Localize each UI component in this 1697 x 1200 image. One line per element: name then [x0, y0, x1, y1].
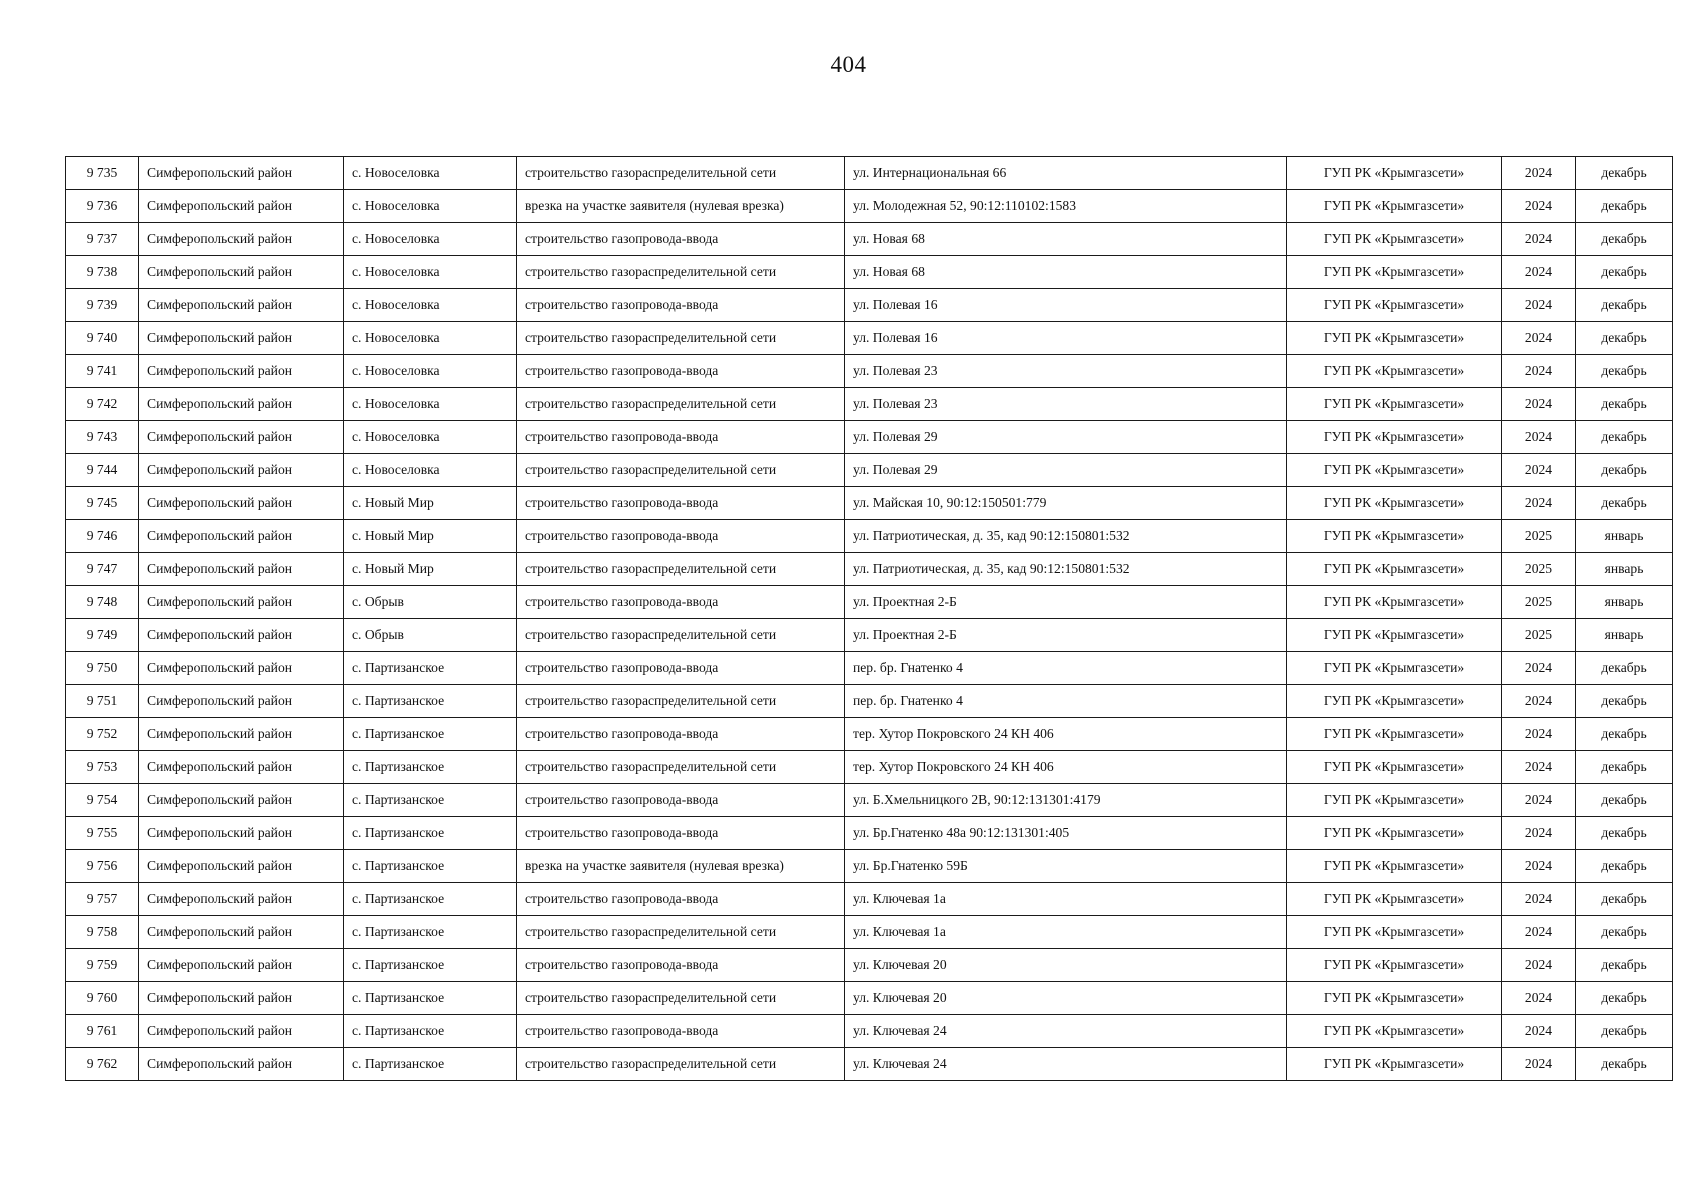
year-cell: 2024: [1502, 982, 1576, 1015]
address-cell: ул. Б.Хмельницкого 2В, 90:12:131301:4179: [845, 784, 1287, 817]
row-number-cell: 9 756: [66, 850, 139, 883]
row-number-cell: 9 762: [66, 1048, 139, 1081]
organization-cell: ГУП РК «Крымгазсети»: [1287, 949, 1502, 982]
year-cell: 2024: [1502, 1015, 1576, 1048]
table-row: [66, 487, 1673, 520]
row-number-cell: 9 755: [66, 817, 139, 850]
address-cell: ул. Ключевая 20: [845, 949, 1287, 982]
register-body: [66, 157, 1673, 1081]
district-cell: Симферопольский район: [139, 685, 344, 718]
settlement-cell: с. Партизанское: [344, 1015, 517, 1048]
organization-cell: ГУП РК «Крымгазсети»: [1287, 355, 1502, 388]
settlement-cell: с. Партизанское: [344, 982, 517, 1015]
month-cell: январь: [1576, 619, 1673, 652]
work-type-cell: строительство газопровода-ввода: [517, 586, 845, 619]
work-type-cell: строительство газопровода-ввода: [517, 487, 845, 520]
address-cell: ул. Патриотическая, д. 35, кад 90:12:150801:532: [845, 520, 1287, 553]
district-cell: Симферопольский район: [139, 619, 344, 652]
address-cell: ул. Полевая 29: [845, 454, 1287, 487]
year-cell: 2024: [1502, 190, 1576, 223]
settlement-cell: с. Обрыв: [344, 619, 517, 652]
district-cell: Симферопольский район: [139, 454, 344, 487]
address-cell: ул. Новая 68: [845, 223, 1287, 256]
work-type-cell: строительство газопровода-ввода: [517, 355, 845, 388]
district-cell: Симферопольский район: [139, 982, 344, 1015]
district-cell: Симферопольский район: [139, 256, 344, 289]
page-number: 404: [830, 52, 867, 77]
row-number-cell: 9 745: [66, 487, 139, 520]
row-number-cell: 9 742: [66, 388, 139, 421]
work-type-cell: строительство газораспределительной сети: [517, 157, 845, 190]
settlement-cell: с. Партизанское: [344, 1048, 517, 1081]
organization-cell: ГУП РК «Крымгазсети»: [1287, 454, 1502, 487]
work-type-cell: строительство газораспределительной сети: [517, 916, 845, 949]
year-cell: 2024: [1502, 949, 1576, 982]
row-number-cell: 9 753: [66, 751, 139, 784]
district-cell: Симферопольский район: [139, 652, 344, 685]
work-type-cell: строительство газораспределительной сети: [517, 751, 845, 784]
table-row: [66, 256, 1673, 289]
month-cell: декабрь: [1576, 487, 1673, 520]
table-row: [66, 982, 1673, 1015]
year-cell: 2024: [1502, 256, 1576, 289]
month-cell: декабрь: [1576, 1015, 1673, 1048]
work-type-cell: строительство газопровода-ввода: [517, 784, 845, 817]
row-number-cell: 9 750: [66, 652, 139, 685]
year-cell: 2025: [1502, 619, 1576, 652]
organization-cell: ГУП РК «Крымгазсети»: [1287, 553, 1502, 586]
address-cell: ул. Ключевая 24: [845, 1048, 1287, 1081]
address-cell: ул. Новая 68: [845, 256, 1287, 289]
work-type-cell: строительство газораспределительной сети: [517, 388, 845, 421]
organization-cell: ГУП РК «Крымгазсети»: [1287, 520, 1502, 553]
address-cell: пер. бр. Гнатенко 4: [845, 685, 1287, 718]
address-cell: тер. Хутор Покровского 24 КН 406: [845, 751, 1287, 784]
row-number-cell: 9 751: [66, 685, 139, 718]
settlement-cell: с. Новоселовка: [344, 355, 517, 388]
month-cell: декабрь: [1576, 355, 1673, 388]
row-number-cell: 9 758: [66, 916, 139, 949]
table-row: [66, 1015, 1673, 1048]
row-number-cell: 9 754: [66, 784, 139, 817]
month-cell: декабрь: [1576, 916, 1673, 949]
settlement-cell: с. Новоселовка: [344, 454, 517, 487]
address-cell: ул. Полевая 16: [845, 289, 1287, 322]
year-cell: 2025: [1502, 520, 1576, 553]
table-row: [66, 784, 1673, 817]
table-row: [66, 586, 1673, 619]
settlement-cell: с. Новоселовка: [344, 157, 517, 190]
settlement-cell: с. Новоселовка: [344, 322, 517, 355]
month-cell: декабрь: [1576, 850, 1673, 883]
organization-cell: ГУП РК «Крымгазсети»: [1287, 982, 1502, 1015]
settlement-cell: с. Партизанское: [344, 817, 517, 850]
month-cell: январь: [1576, 553, 1673, 586]
month-cell: январь: [1576, 586, 1673, 619]
district-cell: Симферопольский район: [139, 916, 344, 949]
table-row: [66, 421, 1673, 454]
month-cell: декабрь: [1576, 289, 1673, 322]
table-row: [66, 157, 1673, 190]
row-number-cell: 9 737: [66, 223, 139, 256]
district-cell: Симферопольский район: [139, 520, 344, 553]
month-cell: декабрь: [1576, 718, 1673, 751]
table-row: [66, 850, 1673, 883]
work-type-cell: строительство газопровода-ввода: [517, 817, 845, 850]
row-number-cell: 9 747: [66, 553, 139, 586]
row-number-cell: 9 761: [66, 1015, 139, 1048]
month-cell: декабрь: [1576, 652, 1673, 685]
month-cell: январь: [1576, 520, 1673, 553]
organization-cell: ГУП РК «Крымгазсети»: [1287, 289, 1502, 322]
table-row: [66, 718, 1673, 751]
address-cell: ул. Молодежная 52, 90:12:110102:1583: [845, 190, 1287, 223]
organization-cell: ГУП РК «Крымгазсети»: [1287, 751, 1502, 784]
organization-cell: ГУП РК «Крымгазсети»: [1287, 487, 1502, 520]
district-cell: Симферопольский район: [139, 487, 344, 520]
year-cell: 2024: [1502, 817, 1576, 850]
address-cell: ул. Майская 10, 90:12:150501:779: [845, 487, 1287, 520]
district-cell: Симферопольский район: [139, 190, 344, 223]
year-cell: 2024: [1502, 421, 1576, 454]
district-cell: Симферопольский район: [139, 157, 344, 190]
district-cell: Симферопольский район: [139, 322, 344, 355]
work-type-cell: строительство газораспределительной сети: [517, 1048, 845, 1081]
district-cell: Симферопольский район: [139, 553, 344, 586]
organization-cell: ГУП РК «Крымгазсети»: [1287, 388, 1502, 421]
settlement-cell: с. Партизанское: [344, 685, 517, 718]
district-cell: Симферопольский район: [139, 751, 344, 784]
work-type-cell: строительство газопровода-ввода: [517, 421, 845, 454]
table-row: [66, 223, 1673, 256]
organization-cell: ГУП РК «Крымгазсети»: [1287, 586, 1502, 619]
work-type-cell: врезка на участке заявителя (нулевая врезка): [517, 190, 845, 223]
district-cell: Симферопольский район: [139, 586, 344, 619]
district-cell: Симферопольский район: [139, 421, 344, 454]
address-cell: ул. Ключевая 24: [845, 1015, 1287, 1048]
month-cell: декабрь: [1576, 322, 1673, 355]
table-row: [66, 553, 1673, 586]
address-cell: ул. Интернациональная 66: [845, 157, 1287, 190]
settlement-cell: с. Новоселовка: [344, 388, 517, 421]
district-cell: Симферопольский район: [139, 883, 344, 916]
month-cell: декабрь: [1576, 751, 1673, 784]
year-cell: 2024: [1502, 355, 1576, 388]
row-number-cell: 9 744: [66, 454, 139, 487]
table-row: [66, 322, 1673, 355]
work-type-cell: врезка на участке заявителя (нулевая врезка): [517, 850, 845, 883]
year-cell: 2024: [1502, 916, 1576, 949]
settlement-cell: с. Новоселовка: [344, 256, 517, 289]
table-row: [66, 355, 1673, 388]
district-cell: Симферопольский район: [139, 223, 344, 256]
organization-cell: ГУП РК «Крымгазсети»: [1287, 916, 1502, 949]
settlement-cell: с. Новый Мир: [344, 487, 517, 520]
organization-cell: ГУП РК «Крымгазсети»: [1287, 784, 1502, 817]
district-cell: Симферопольский район: [139, 784, 344, 817]
work-type-cell: строительство газопровода-ввода: [517, 223, 845, 256]
work-type-cell: строительство газопровода-ввода: [517, 949, 845, 982]
district-cell: Симферопольский район: [139, 355, 344, 388]
row-number-cell: 9 748: [66, 586, 139, 619]
year-cell: 2024: [1502, 652, 1576, 685]
row-number-cell: 9 736: [66, 190, 139, 223]
district-cell: Симферопольский район: [139, 1048, 344, 1081]
organization-cell: ГУП РК «Крымгазсети»: [1287, 883, 1502, 916]
month-cell: декабрь: [1576, 982, 1673, 1015]
table-row: [66, 685, 1673, 718]
settlement-cell: с. Партизанское: [344, 652, 517, 685]
row-number-cell: 9 743: [66, 421, 139, 454]
month-cell: декабрь: [1576, 1048, 1673, 1081]
work-type-cell: строительство газораспределительной сети: [517, 553, 845, 586]
year-cell: 2024: [1502, 784, 1576, 817]
work-type-cell: строительство газораспределительной сети: [517, 619, 845, 652]
district-cell: Симферопольский район: [139, 817, 344, 850]
organization-cell: ГУП РК «Крымгазсети»: [1287, 685, 1502, 718]
address-cell: ул. Бр.Гнатенко 59Б: [845, 850, 1287, 883]
district-cell: Симферопольский район: [139, 289, 344, 322]
month-cell: декабрь: [1576, 223, 1673, 256]
organization-cell: ГУП РК «Крымгазсети»: [1287, 619, 1502, 652]
work-type-cell: строительство газораспределительной сети: [517, 322, 845, 355]
address-cell: пер. бр. Гнатенко 4: [845, 652, 1287, 685]
table-row: [66, 520, 1673, 553]
address-cell: ул. Ключевая 1а: [845, 883, 1287, 916]
month-cell: декабрь: [1576, 388, 1673, 421]
row-number-cell: 9 759: [66, 949, 139, 982]
organization-cell: ГУП РК «Крымгазсети»: [1287, 718, 1502, 751]
year-cell: 2025: [1502, 553, 1576, 586]
table-row: [66, 289, 1673, 322]
table-row: [66, 1048, 1673, 1081]
table-row: [66, 190, 1673, 223]
work-type-cell: строительство газопровода-ввода: [517, 718, 845, 751]
work-type-cell: строительство газопровода-ввода: [517, 1015, 845, 1048]
work-type-cell: строительство газораспределительной сети: [517, 685, 845, 718]
register-table: [65, 156, 1673, 1081]
address-cell: ул. Полевая 23: [845, 388, 1287, 421]
year-cell: 2024: [1502, 157, 1576, 190]
district-cell: Симферопольский район: [139, 1015, 344, 1048]
row-number-cell: 9 749: [66, 619, 139, 652]
settlement-cell: с. Новоселовка: [344, 223, 517, 256]
table-row: [66, 619, 1673, 652]
settlement-cell: с. Партизанское: [344, 916, 517, 949]
year-cell: 2024: [1502, 685, 1576, 718]
district-cell: Симферопольский район: [139, 388, 344, 421]
year-cell: 2024: [1502, 850, 1576, 883]
district-cell: Симферопольский район: [139, 949, 344, 982]
year-cell: 2024: [1502, 322, 1576, 355]
row-number-cell: 9 746: [66, 520, 139, 553]
organization-cell: ГУП РК «Крымгазсети»: [1287, 256, 1502, 289]
address-cell: ул. Полевая 29: [845, 421, 1287, 454]
settlement-cell: с. Партизанское: [344, 751, 517, 784]
settlement-cell: с. Новый Мир: [344, 520, 517, 553]
settlement-cell: с. Обрыв: [344, 586, 517, 619]
work-type-cell: строительство газопровода-ввода: [517, 883, 845, 916]
row-number-cell: 9 738: [66, 256, 139, 289]
month-cell: декабрь: [1576, 190, 1673, 223]
year-cell: 2024: [1502, 223, 1576, 256]
work-type-cell: строительство газопровода-ввода: [517, 520, 845, 553]
address-cell: ул. Ключевая 20: [845, 982, 1287, 1015]
month-cell: декабрь: [1576, 256, 1673, 289]
table-row: [66, 949, 1673, 982]
organization-cell: ГУП РК «Крымгазсети»: [1287, 1015, 1502, 1048]
table-row: [66, 751, 1673, 784]
settlement-cell: с. Новоселовка: [344, 289, 517, 322]
address-cell: ул. Проектная 2-Б: [845, 619, 1287, 652]
work-type-cell: строительство газораспределительной сети: [517, 454, 845, 487]
settlement-cell: с. Партизанское: [344, 883, 517, 916]
address-cell: ул. Полевая 23: [845, 355, 1287, 388]
address-cell: тер. Хутор Покровского 24 КН 406: [845, 718, 1287, 751]
organization-cell: ГУП РК «Крымгазсети»: [1287, 223, 1502, 256]
year-cell: 2024: [1502, 883, 1576, 916]
settlement-cell: с. Новый Мир: [344, 553, 517, 586]
work-type-cell: строительство газораспределительной сети: [517, 256, 845, 289]
year-cell: 2024: [1502, 751, 1576, 784]
table-row: [66, 454, 1673, 487]
month-cell: декабрь: [1576, 817, 1673, 850]
year-cell: 2024: [1502, 1048, 1576, 1081]
row-number-cell: 9 752: [66, 718, 139, 751]
year-cell: 2024: [1502, 289, 1576, 322]
work-type-cell: строительство газопровода-ввода: [517, 652, 845, 685]
settlement-cell: с. Партизанское: [344, 850, 517, 883]
district-cell: Симферопольский район: [139, 718, 344, 751]
year-cell: 2024: [1502, 454, 1576, 487]
row-number-cell: 9 735: [66, 157, 139, 190]
table-row: [66, 883, 1673, 916]
address-cell: ул. Полевая 16: [845, 322, 1287, 355]
settlement-cell: с. Новоселовка: [344, 190, 517, 223]
table-row: [66, 916, 1673, 949]
organization-cell: ГУП РК «Крымгазсети»: [1287, 157, 1502, 190]
work-type-cell: строительство газопровода-ввода: [517, 289, 845, 322]
table-row: [66, 652, 1673, 685]
organization-cell: ГУП РК «Крымгазсети»: [1287, 421, 1502, 454]
row-number-cell: 9 739: [66, 289, 139, 322]
month-cell: декабрь: [1576, 685, 1673, 718]
month-cell: декабрь: [1576, 949, 1673, 982]
address-cell: ул. Бр.Гнатенко 48а 90:12:131301:405: [845, 817, 1287, 850]
organization-cell: ГУП РК «Крымгазсети»: [1287, 817, 1502, 850]
month-cell: декабрь: [1576, 421, 1673, 454]
year-cell: 2025: [1502, 586, 1576, 619]
work-type-cell: строительство газораспределительной сети: [517, 982, 845, 1015]
month-cell: декабрь: [1576, 157, 1673, 190]
month-cell: декабрь: [1576, 883, 1673, 916]
organization-cell: ГУП РК «Крымгазсети»: [1287, 322, 1502, 355]
settlement-cell: с. Партизанское: [344, 718, 517, 751]
row-number-cell: 9 757: [66, 883, 139, 916]
year-cell: 2024: [1502, 718, 1576, 751]
organization-cell: ГУП РК «Крымгазсети»: [1287, 1048, 1502, 1081]
organization-cell: ГУП РК «Крымгазсети»: [1287, 850, 1502, 883]
row-number-cell: 9 760: [66, 982, 139, 1015]
month-cell: декабрь: [1576, 454, 1673, 487]
address-cell: ул. Проектная 2-Б: [845, 586, 1287, 619]
month-cell: декабрь: [1576, 784, 1673, 817]
organization-cell: ГУП РК «Крымгазсети»: [1287, 652, 1502, 685]
address-cell: ул. Патриотическая, д. 35, кад 90:12:150801:532: [845, 553, 1287, 586]
organization-cell: ГУП РК «Крымгазсети»: [1287, 190, 1502, 223]
row-number-cell: 9 741: [66, 355, 139, 388]
settlement-cell: с. Новоселовка: [344, 421, 517, 454]
district-cell: Симферопольский район: [139, 850, 344, 883]
settlement-cell: с. Партизанское: [344, 949, 517, 982]
settlement-cell: с. Партизанское: [344, 784, 517, 817]
row-number-cell: 9 740: [66, 322, 139, 355]
table-row: [66, 817, 1673, 850]
address-cell: ул. Ключевая 1а: [845, 916, 1287, 949]
year-cell: 2024: [1502, 388, 1576, 421]
year-cell: 2024: [1502, 487, 1576, 520]
table-row: [66, 388, 1673, 421]
